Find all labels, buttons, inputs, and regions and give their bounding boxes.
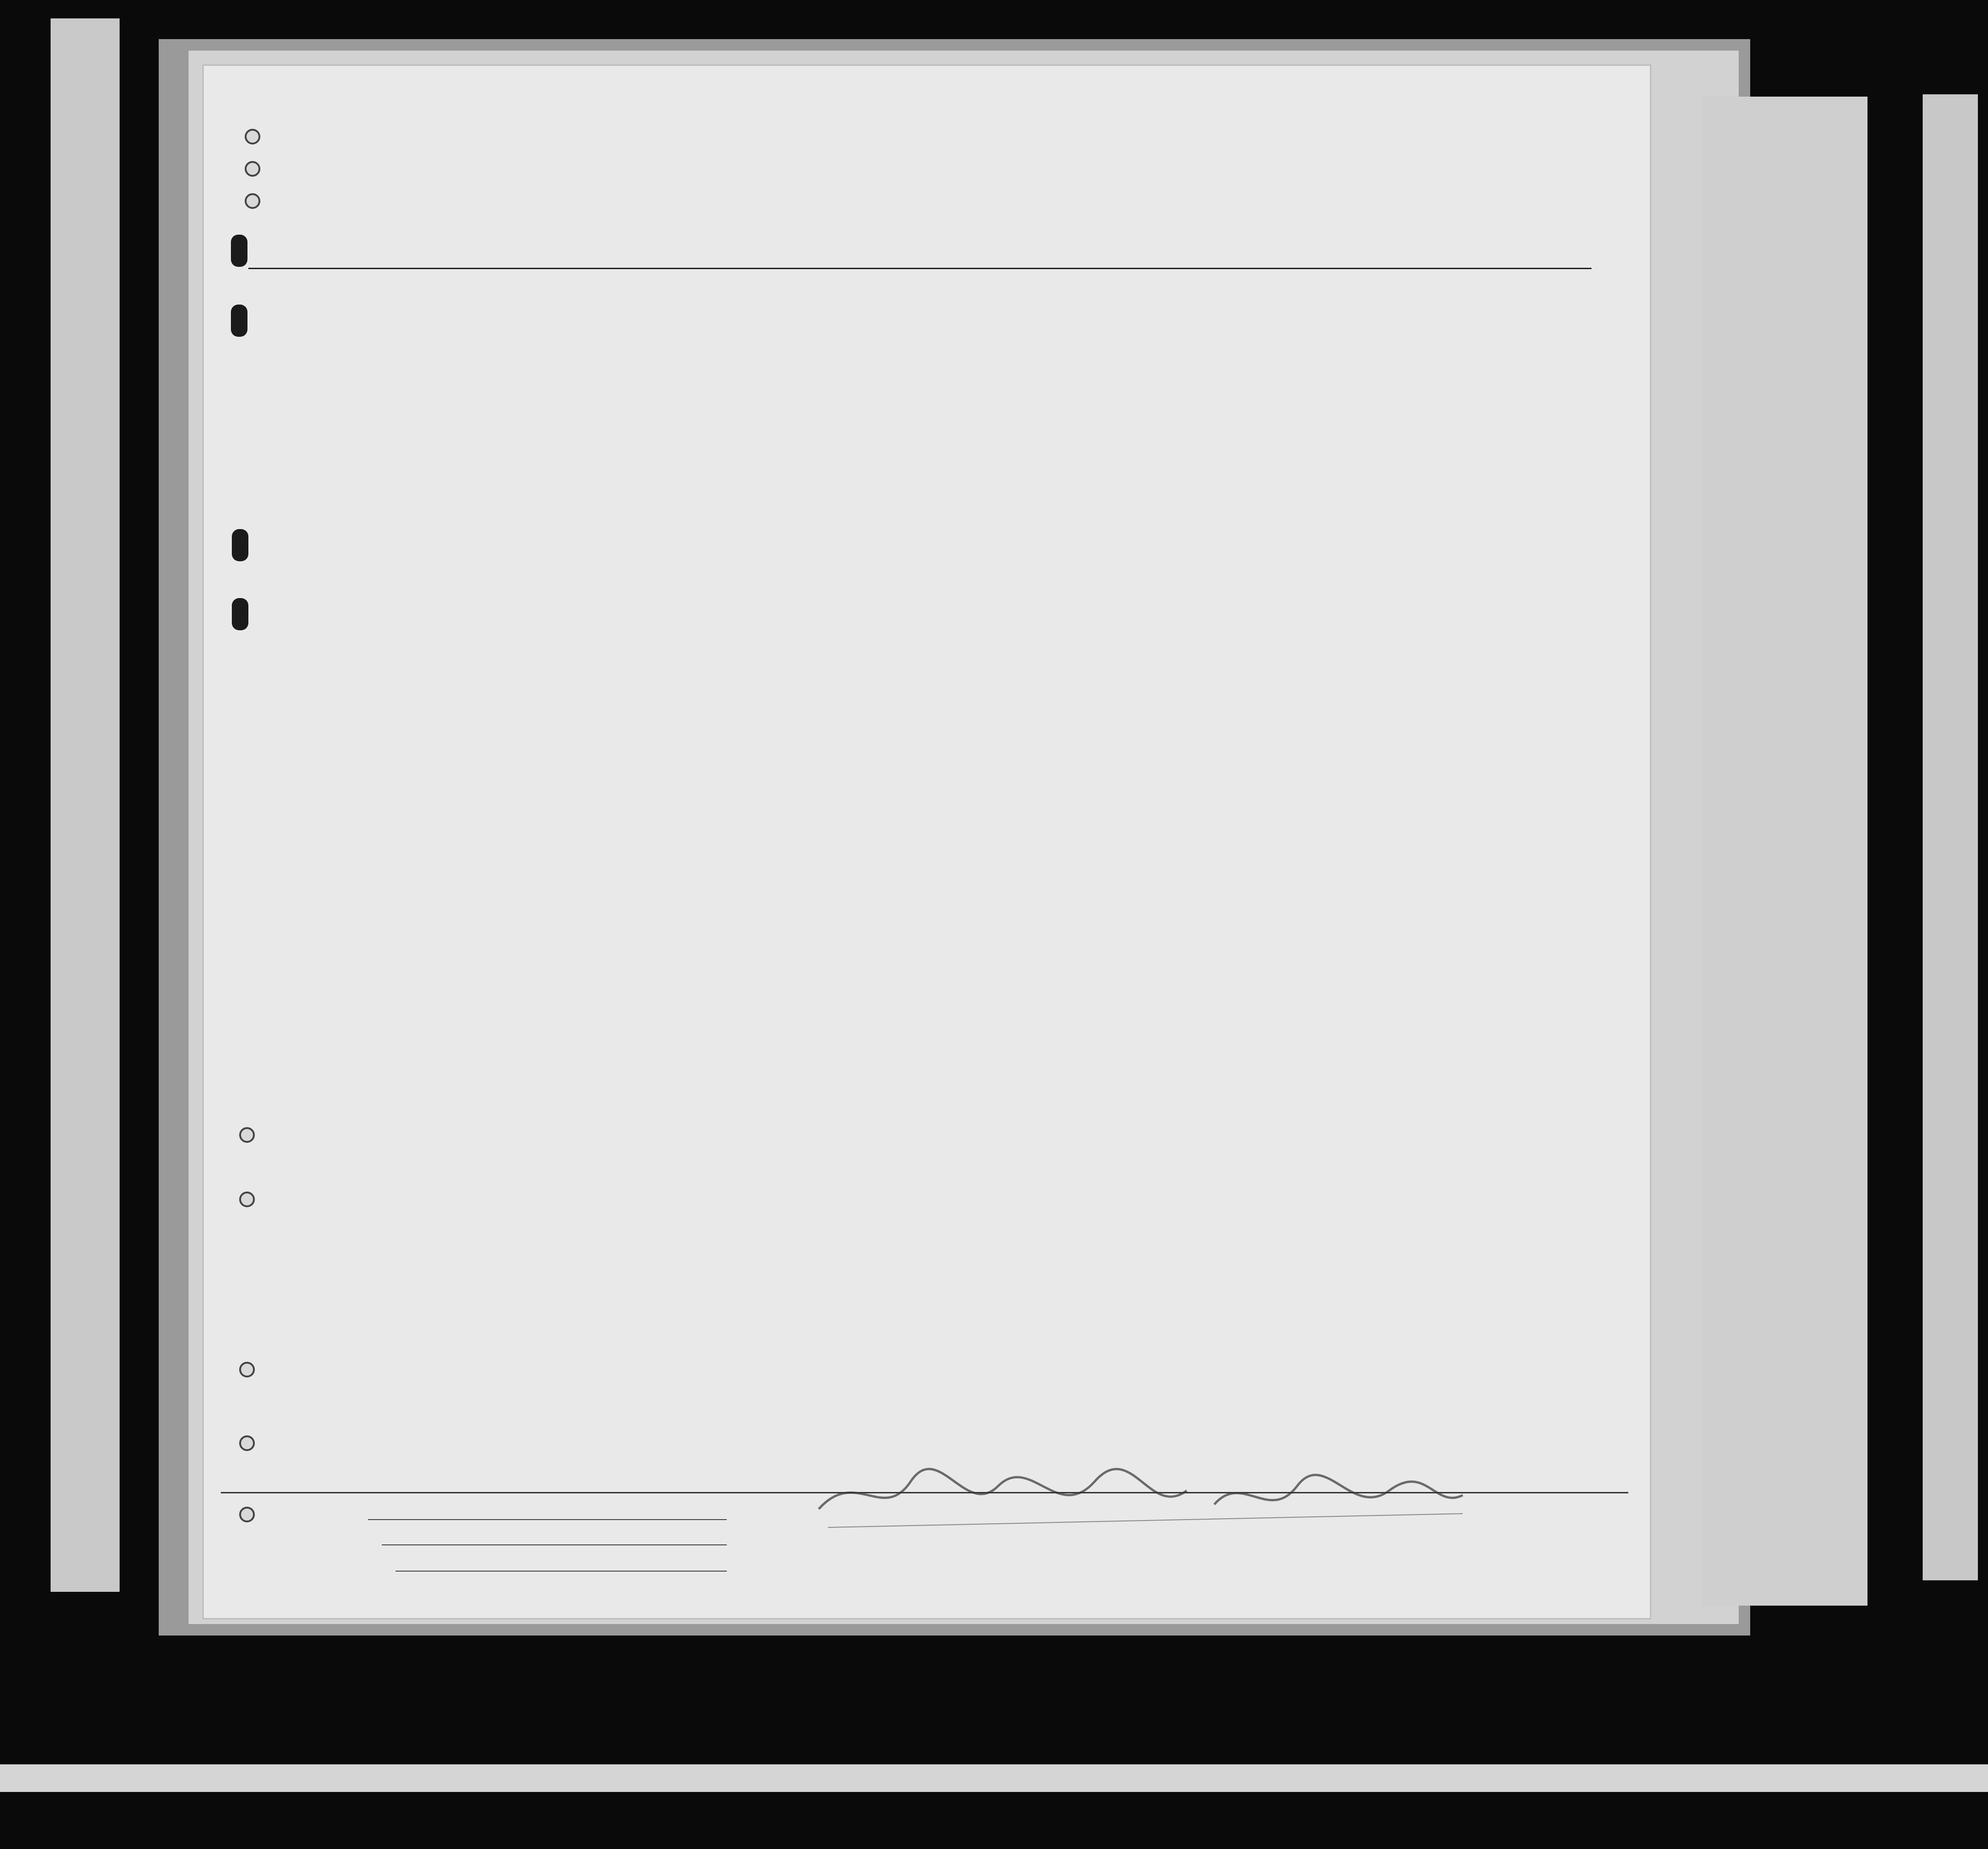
punch-ring [245,161,260,177]
punch-ring [239,1192,255,1207]
binder-hole [231,235,247,267]
binder-hole [231,305,247,337]
vessel-line-rule [248,268,1592,269]
right-adjacent-sheet [1702,97,1867,1606]
punch-ring [239,1435,255,1451]
owners-field [382,1544,727,1545]
line-field [368,1519,727,1520]
punch-ring [239,1362,255,1377]
binder-hole [232,598,248,630]
punch-ring [245,193,260,209]
binder-hole [232,529,248,561]
inspector-signature [800,1454,1490,1537]
left-adjacent-sheet [51,18,120,1592]
bottom-strip [0,1764,1988,1792]
footer-rule [221,1492,1628,1493]
agents-field [396,1571,727,1572]
manifest-page [202,64,1651,1619]
punch-ring [239,1507,255,1522]
punch-ring [245,129,260,144]
right-edge-sheet [1923,94,1978,1580]
punch-ring [239,1127,255,1143]
